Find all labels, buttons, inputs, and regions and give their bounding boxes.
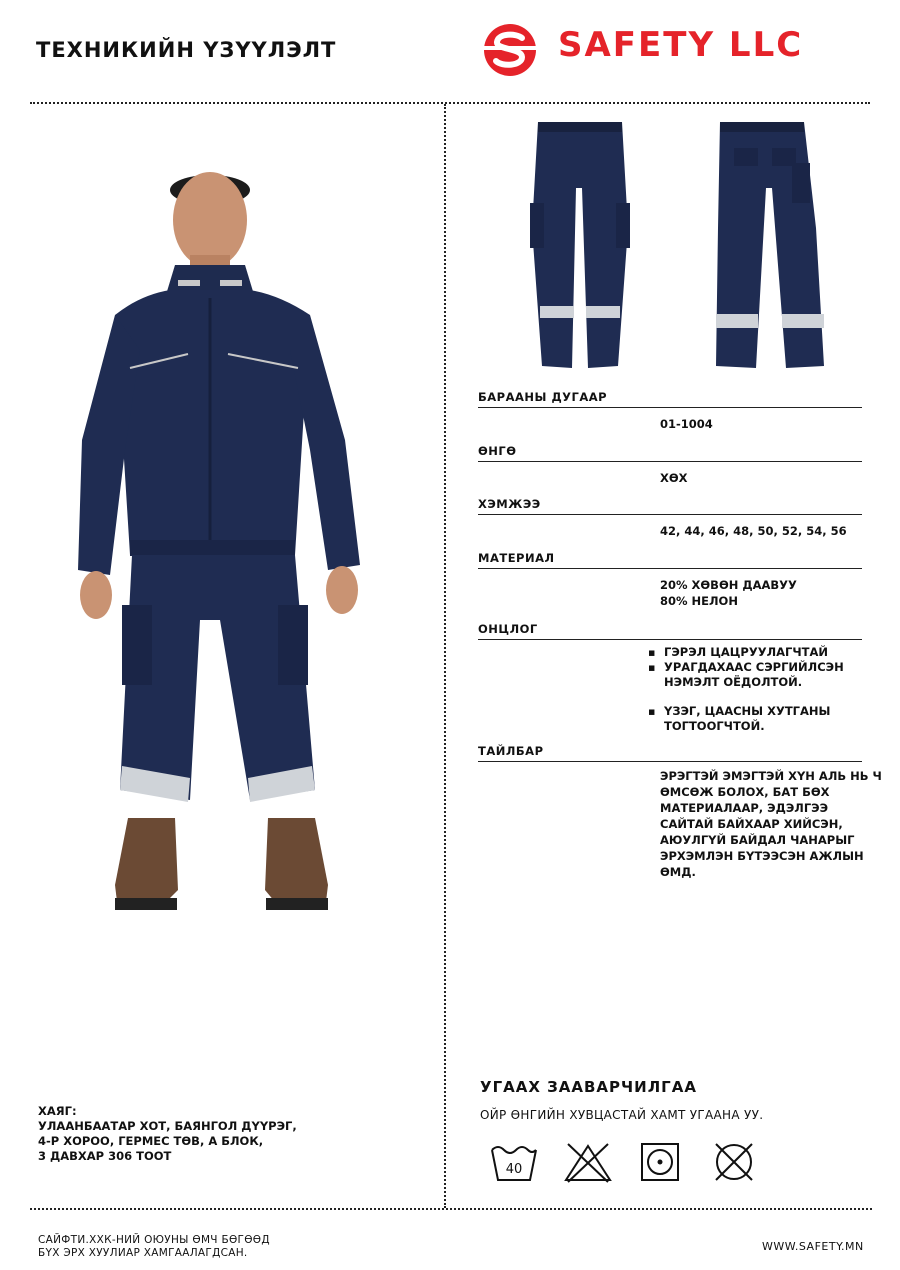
spec-divider [478, 761, 862, 762]
product-number-value: 01-1004 [660, 417, 713, 431]
safety-logo-icon [482, 22, 538, 78]
feature-item: ▪ ГЭРЭЛ ЦАЦРУУЛАГЧТАЙ [648, 645, 858, 660]
tumble-dry-icon [634, 1140, 686, 1184]
brand-name: SAFETY LLC [558, 25, 804, 65]
address-line: УЛААНБААТАР ХОТ, БАЯНГОЛ ДҮҮРЭГ, [38, 1119, 297, 1133]
website-link[interactable]: WWW.SAFETY.MN [762, 1240, 864, 1253]
feature-item: ▪ УРАГДАХААС СЭРГИЙЛСЭН НЭМЭЛТ ОЁДОЛТОЙ. [648, 660, 858, 690]
pants-back-photo [712, 118, 832, 378]
copyright-notice [38, 1234, 270, 1260]
spec-divider [478, 639, 862, 640]
material-label: МАТЕРИАЛ [478, 551, 555, 565]
care-text: ОЙР ӨНГИЙН ХУВЦАСТАЙ ХАМТ УГААНА УУ. [480, 1108, 764, 1122]
spec-divider [478, 407, 862, 408]
copyright-line: САЙФТИ.ХХК-НИЙ ОЮУНЫ ӨМЧ БӨГӨӨД [38, 1234, 270, 1246]
header-divider [30, 102, 870, 104]
page-title: ТЕХНИКИЙН ҮЗҮҮЛЭЛТ [36, 38, 337, 62]
color-label: ӨНГӨ [478, 444, 517, 458]
features-list [648, 645, 858, 734]
address-line: 4-Р ХОРОО, ГЕРМЕС ТӨВ, А БЛОК, [38, 1134, 264, 1148]
features-label: ОНЦЛОГ [478, 622, 538, 636]
no-bleach-icon [562, 1140, 614, 1184]
description-label: ТАЙЛБАР [478, 744, 544, 758]
wash-temp-text: 40 [505, 1162, 523, 1177]
spec-divider [478, 514, 862, 515]
feature-item: ▪ ҮЗЭГ, ЦААСНЫ ХУТГАНЫ ТОГТООГЧТОЙ. [648, 704, 858, 734]
material-line: 20% ХӨВӨН ДААВУУ [660, 578, 797, 592]
care-title: УГААХ ЗААВАРЧИЛГАА [480, 1078, 697, 1096]
model-photo [70, 150, 370, 920]
no-dry-clean-icon [708, 1140, 760, 1184]
material-value [660, 577, 797, 609]
description-text: ЭРЭГТЭЙ ЭМЭГТЭЙ ХҮН АЛЬ НЬ Ч ӨМСӨЖ БОЛОХ, БАТ БӨХ МАТЕРИАЛААР, ЭДЭЛГЭЭ САЙТАЙ БАЙХААР ХИЙСЭН, АЮУЛГҮЙ БАЙДАЛ ЧАНАРЫГ ЭРХЭМЛЭН БҮТЭЭСЭН АЖЛЫН ӨМД. [660, 769, 882, 879]
footer-divider [30, 1208, 872, 1210]
address-line: 3 ДАВХАР 306 ТООТ [38, 1149, 172, 1163]
size-label: ХЭМЖЭЭ [478, 497, 541, 511]
size-value: 42, 44, 46, 48, 50, 52, 54, 56 [660, 524, 847, 538]
spec-divider [478, 461, 862, 462]
column-divider [444, 104, 446, 1208]
color-value: ХӨХ [660, 471, 688, 485]
address-label: ХАЯГ: [38, 1104, 77, 1118]
material-line: 80% НЕЛОН [660, 594, 738, 608]
address-block [38, 1104, 297, 1164]
product-number-label: БАРААНЫ ДУГААР [478, 390, 608, 404]
copyright-line: БҮХ ЭРХ ХУУЛИАР ХАМГААЛАГДСАН. [38, 1247, 248, 1259]
pants-front-photo [520, 118, 640, 378]
spec-divider [478, 568, 862, 569]
wash-40-icon [488, 1140, 540, 1184]
brand-logo [482, 22, 872, 78]
